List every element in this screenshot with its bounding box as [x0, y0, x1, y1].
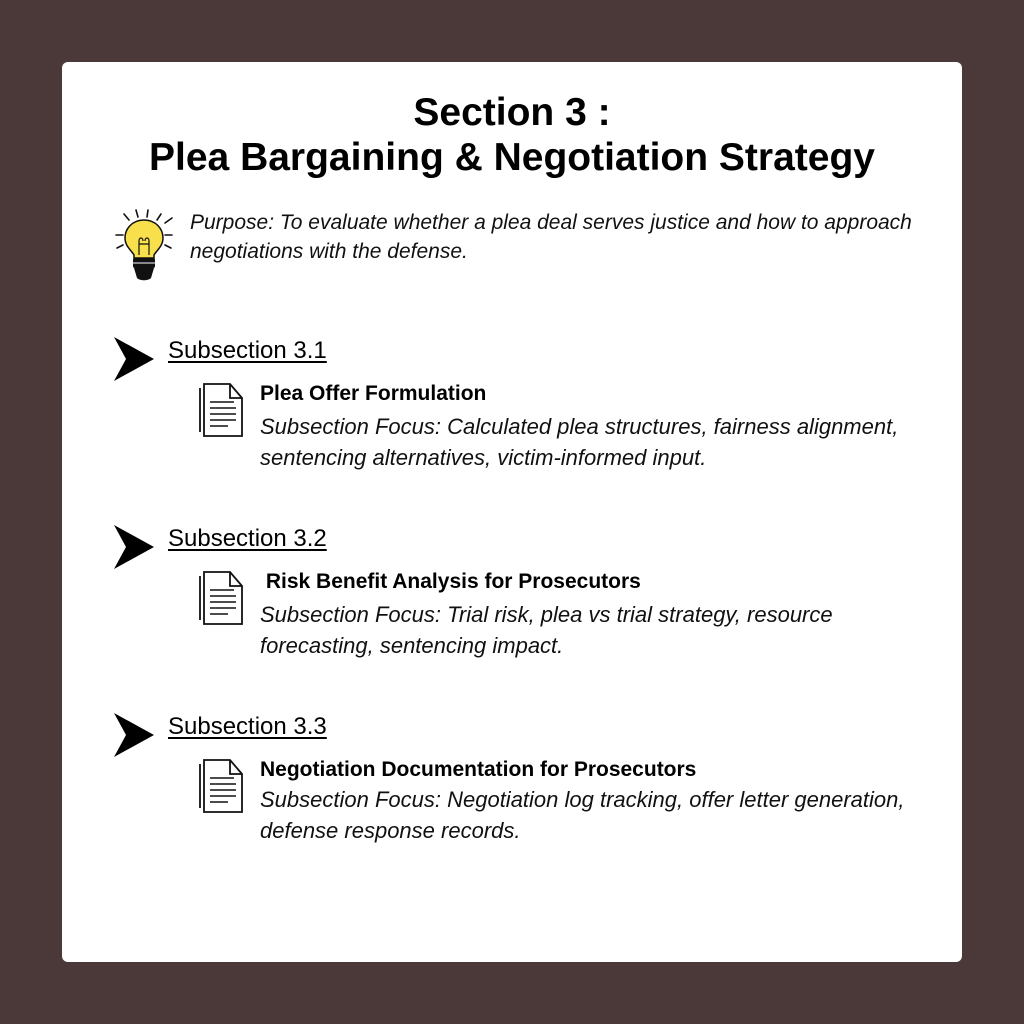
subsection-focus: Subsection Focus: Negotiation log tracking, offer letter generation, defense response records.	[260, 787, 905, 843]
document-icon	[198, 756, 244, 816]
subsection-title: Negotiation Documentation for Prosecutors	[260, 758, 697, 781]
subsection-focus: Subsection Focus: Trial risk, plea vs trial strategy, resource forecasting, sentencing impact.	[260, 602, 833, 658]
subsection-label: Subsection 3.2	[168, 525, 327, 552]
section-title-line-2: Plea Bargaining & Negotiation Strategy	[149, 136, 875, 179]
subsection-label: Subsection 3.3	[168, 713, 327, 740]
lightbulb-icon	[112, 208, 180, 284]
subsection-title: Plea Offer Formulation	[260, 382, 487, 405]
arrow-bullet-icon	[114, 525, 154, 569]
subsection-title: Risk Benefit Analysis for Prosecutors	[260, 570, 641, 593]
arrow-bullet-icon	[114, 337, 154, 381]
arrow-bullet-icon	[114, 713, 154, 757]
page-title	[62, 90, 962, 180]
subsection-focus: Subsection Focus: Calculated plea structures, fairness alignment, sentencing alternatives, victim-informed input.	[260, 414, 899, 470]
section-title-line-1: Section 3 :	[413, 91, 611, 134]
content-card	[62, 62, 962, 962]
subsection-label: Subsection 3.1	[168, 337, 327, 364]
document-icon	[198, 380, 244, 440]
purpose-text: Purpose: To evaluate whether a plea deal serves justice and how to approach negotiations with the defense.	[190, 211, 912, 263]
document-icon	[198, 568, 244, 628]
